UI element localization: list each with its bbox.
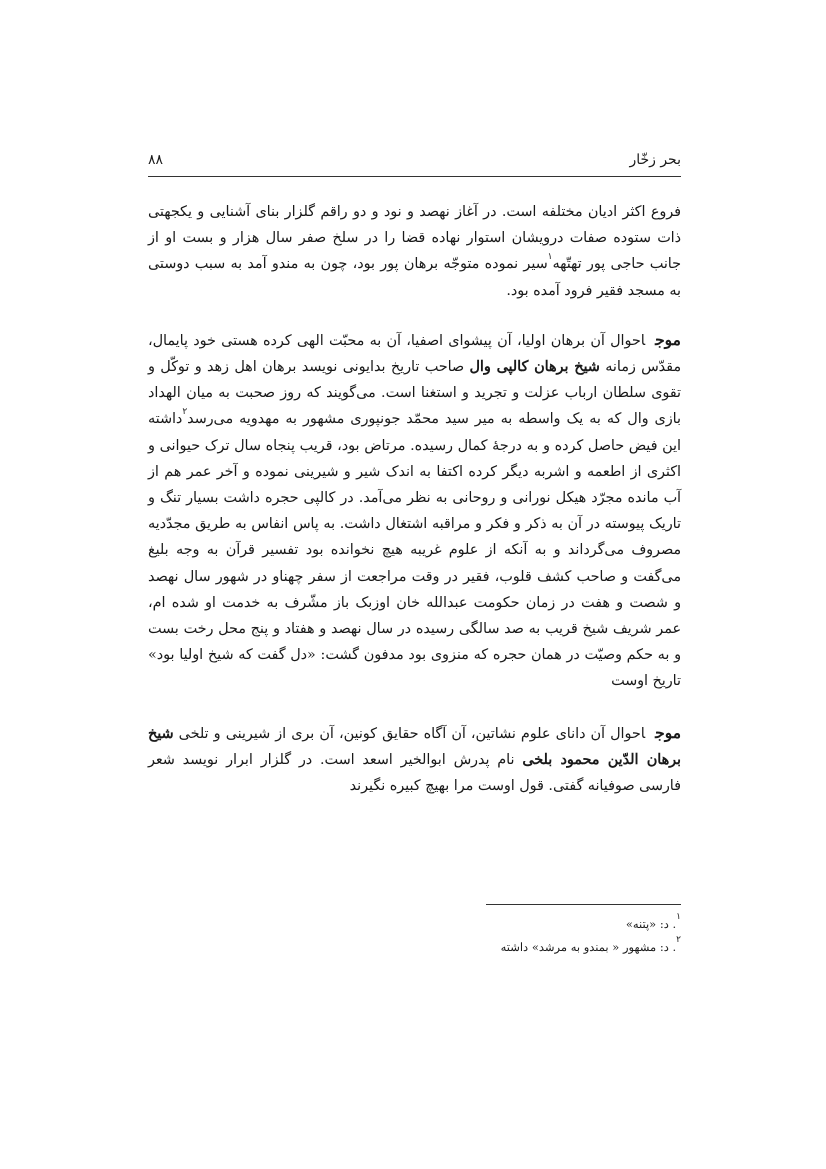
paragraph-2-text-b: صاحب تاریخ بدایونی نویسد برهان اهل زهد و توکّل و تقوی سلطان ارباب عزلت و تجرید و استغنا است. می‌گویند که روز صحبت به میان الهداد بازی وال که به یک واسطه به میر سید محمّد جونپوری مشهور به مهدویه می‌رسد: [148, 359, 681, 428]
paragraph-3-text-a: احوال آن دانای علوم نشاتین، آن آگاه حقایق کونین، آن بری از شیرینی و تلخی: [178, 725, 646, 742]
paragraph-2-text-a: احوال آن برهان اولیا، آن پیشوای اصفیا، آن به محبّت الهی کرده هستی خود پایمال، مقدّس زمانه: [148, 332, 681, 376]
main-text: [148, 199, 681, 799]
footnote-1: [148, 913, 681, 936]
footnote-mark: ۲: [676, 935, 681, 946]
running-head: [148, 150, 681, 170]
page-number: ۸۸: [148, 152, 164, 168]
footnote-text: . د: مشهور « بمندو به مرشد» داشته: [500, 940, 677, 954]
footnote-text: . د: «پتنه»: [625, 917, 677, 931]
paragraph-3-text-b: نام پدرش ابوالخیر اسعد است. در گلزار ابرار نویسد شعر فارسی صوفیانه گفتی. قول اوست مرا بهیچ کبیره نگیرند: [148, 751, 681, 795]
footnote-ref-1[interactable]: ۱: [547, 251, 553, 262]
footnote-2: [148, 936, 681, 959]
person-name: شیخ برهان کالپی وال: [469, 359, 600, 376]
paragraph-3: [148, 720, 681, 800]
paragraph-1-text-a: فروع اکثر ادیان مختلفه است. در آغاز نهصد و نود و دو راقم گلزار بنای آشنایی و یکجهتی ذات ستوده صفات درویشان استوار نهاده قضا را در سلخ صفر سال هزار و بست او از جانب حاجی پور تهتّهه: [148, 204, 682, 273]
person-name: شیخ برهان الدّین محمود بلخی: [148, 725, 681, 768]
footnote-mark: ۱: [676, 912, 681, 923]
paragraph-2-text-c: داشته این فیض حاصل کرده و به درجهٔ کمال رسیده. مرتاض بود، قریب پنجاه سال ترک حیوانی و اکثری از اطعمه و اشربه دیگر کرده اکتفا به اندک شیر و شیرینی نموده و آخر عمر هم از آب مانده مجرّد هیکل نورانی و روحانی به نظر می‌آمد. در کالپی حجره داشت بسیار تنگ و تاریک پیوسته در آن به ذکر و فکر و مراقبه اشتغال داشت. به پاس انفاس به طریق مجدّدیه مصروف می‌گرداند و به آنکه از علوم غریبه هیچ نخوانده بود تفسیر قرآن به وجه بلیغ می‌گفت و صاحب کشف قلوب، فقیر در وقت مراجعت از سفر چهناو در شهور سال نهصد و شصت و هفت در زمان حکومت عبدالله خان اوزبک باز مشّرف به خدمت او شده ام، عمر شریف شیخ قریب به صد سالگی رسیده در سال نهصد و هفتاد و پنج محل رخت بست و به حکم وصیّت در همان حجره که منزوی بود مدفون گشت: «دل گفت که شیخ اولیا بود» تاریخ اوست: [148, 411, 681, 690]
section-heading: موج: [655, 722, 682, 742]
footnote-ref-2[interactable]: ۲: [182, 406, 188, 417]
header-rule: [148, 176, 681, 177]
paragraph-1: [148, 199, 681, 304]
paragraph-1-text-b: سیر نموده متوجّه برهان پور بود، چون به مندو آمد به سبب دوستی به مسجد فقیر فرود آمده بود.: [148, 256, 681, 299]
paragraph-2: [148, 327, 681, 695]
footnotes: [148, 913, 681, 959]
running-head-title: بحر زخّار: [629, 152, 681, 168]
section-heading: موج: [655, 329, 681, 349]
footnote-rule: [486, 904, 681, 905]
